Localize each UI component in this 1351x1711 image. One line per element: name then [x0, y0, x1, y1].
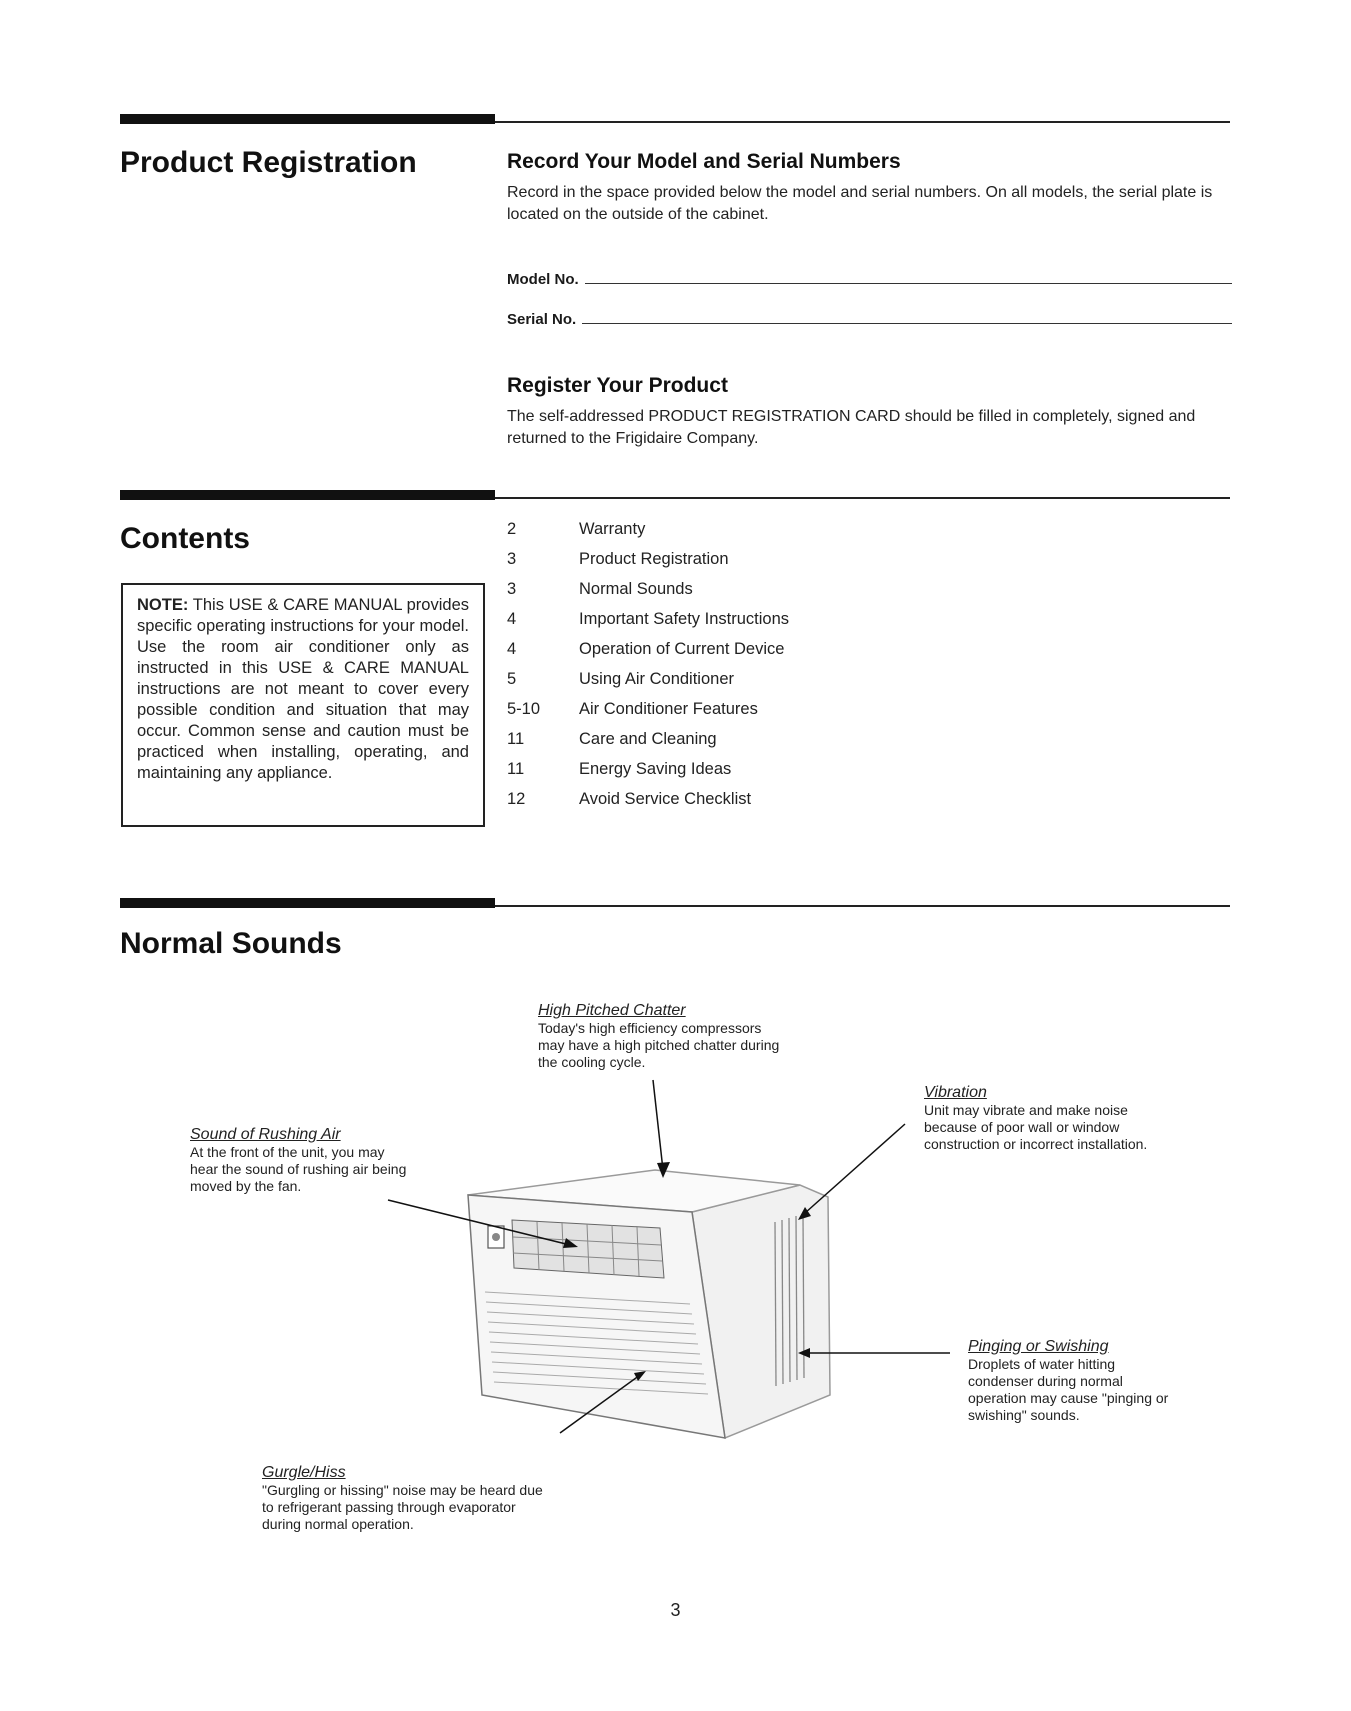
list-item-page: 4 [507, 610, 517, 628]
callout-title: Pinging or Swishing [968, 1338, 1109, 1355]
list-item-page: 3 [507, 550, 517, 568]
list-item-title: Warranty [579, 520, 646, 538]
list-item[interactable] [507, 520, 1007, 550]
list-item[interactable] [507, 700, 1007, 730]
callout-text: Droplets of water hitting condenser during normal operation may cause "pinging or swishing" sounds. [968, 1356, 1169, 1423]
air-conditioner-illustration [468, 1170, 830, 1438]
list-item-page: 2 [507, 520, 517, 538]
list-item[interactable] [507, 580, 1007, 610]
list-item[interactable] [507, 670, 1007, 700]
callout-title: Gurgle/Hiss [262, 1464, 346, 1481]
register-product-text: The self-addressed PRODUCT REGISTRATION CARD should be filled in completely, signed and returned to the Frigidaire Company. [507, 408, 1196, 447]
list-item-title: Product Registration [579, 550, 729, 568]
section-rule [120, 898, 1230, 908]
callout-leader-lines [388, 1080, 950, 1433]
list-item-title: Using Air Conditioner [579, 670, 734, 688]
list-item-title: Normal Sounds [579, 580, 693, 598]
callout-text: Unit may vibrate and make noise because of poor wall or window construction or incorrect installation. [924, 1102, 1148, 1152]
section-rule [120, 114, 1230, 124]
list-item-page: 5 [507, 670, 517, 688]
callout-text: At the front of the unit, you may hear the sound of rushing air being moved by the fan. [190, 1144, 407, 1194]
list-item-page: 3 [507, 580, 517, 598]
callout-title: Sound of Rushing Air [190, 1126, 341, 1143]
list-item-title: Care and Cleaning [579, 730, 717, 748]
record-numbers-text: Record in the space provided below the model and serial numbers. On all models, the serial plate is located on the outside of the cabinet. [507, 184, 1213, 223]
list-item-title: Energy Saving Ideas [579, 760, 732, 778]
callout-title: Vibration [924, 1084, 987, 1101]
callout-arrowheads [563, 1162, 811, 1381]
pinging-swishing-callout [968, 1338, 1178, 1424]
list-item[interactable] [507, 730, 1007, 760]
section-rule [120, 490, 1230, 500]
list-item-title: Air Conditioner Features [579, 700, 758, 718]
list-item-page: 11 [507, 730, 525, 748]
note-text: This USE & CARE MANUAL provides specific operating instructions for your model. Use the room air conditioner only as instructed in this USE & CARE MANUAL instructions are not meant to cover every possible condition and situation that may occur. Common sense and caution must be practiced when installing, operating, and maintaining any appliance. [137, 596, 469, 782]
callout-text: Today's high efficiency compressors may have a high pitched chatter during the cooling cycle. [538, 1020, 780, 1070]
list-item-page: 12 [507, 790, 526, 808]
callout-title: High Pitched Chatter [538, 1002, 686, 1019]
list-item[interactable] [507, 550, 1007, 580]
note-box [121, 583, 485, 827]
list-item[interactable] [507, 790, 1007, 820]
list-item-page: 5-10 [507, 700, 541, 718]
serial-number-line [582, 319, 1232, 324]
product-registration-heading: Product Registration [120, 146, 417, 179]
high-pitched-chatter-callout [538, 1002, 788, 1071]
page-number: 3 [670, 1600, 681, 1620]
callout-text: "Gurgling or hissing" noise may be heard due to refrigerant passing through evaporator during normal operation. [262, 1482, 543, 1532]
list-item-page: 11 [507, 760, 525, 778]
serial-number-field[interactable] [507, 306, 1232, 328]
list-item-title: Important Safety Instructions [579, 610, 790, 628]
list-item-title: Avoid Service Checklist [579, 790, 752, 808]
gurgle-hiss-callout [262, 1464, 552, 1533]
list-item-title: Operation of Current Device [579, 640, 785, 658]
model-number-field[interactable] [507, 266, 1232, 288]
list-item[interactable] [507, 610, 1007, 640]
contents-heading: Contents [120, 522, 250, 555]
note-label: NOTE: [137, 596, 189, 614]
model-number-line [585, 279, 1232, 284]
list-item[interactable] [507, 640, 1007, 670]
normal-sounds-heading: Normal Sounds [120, 927, 342, 960]
register-product-heading: Register Your Product [507, 374, 728, 397]
rushing-air-callout [190, 1126, 408, 1195]
record-numbers-heading: Record Your Model and Serial Numbers [507, 150, 901, 173]
vibration-callout [924, 1084, 1178, 1153]
list-item[interactable] [507, 760, 1007, 790]
list-item-page: 4 [507, 640, 517, 658]
contents-list [507, 520, 1007, 820]
model-number-label: Model No. [507, 271, 579, 288]
serial-number-label: Serial No. [507, 311, 577, 328]
